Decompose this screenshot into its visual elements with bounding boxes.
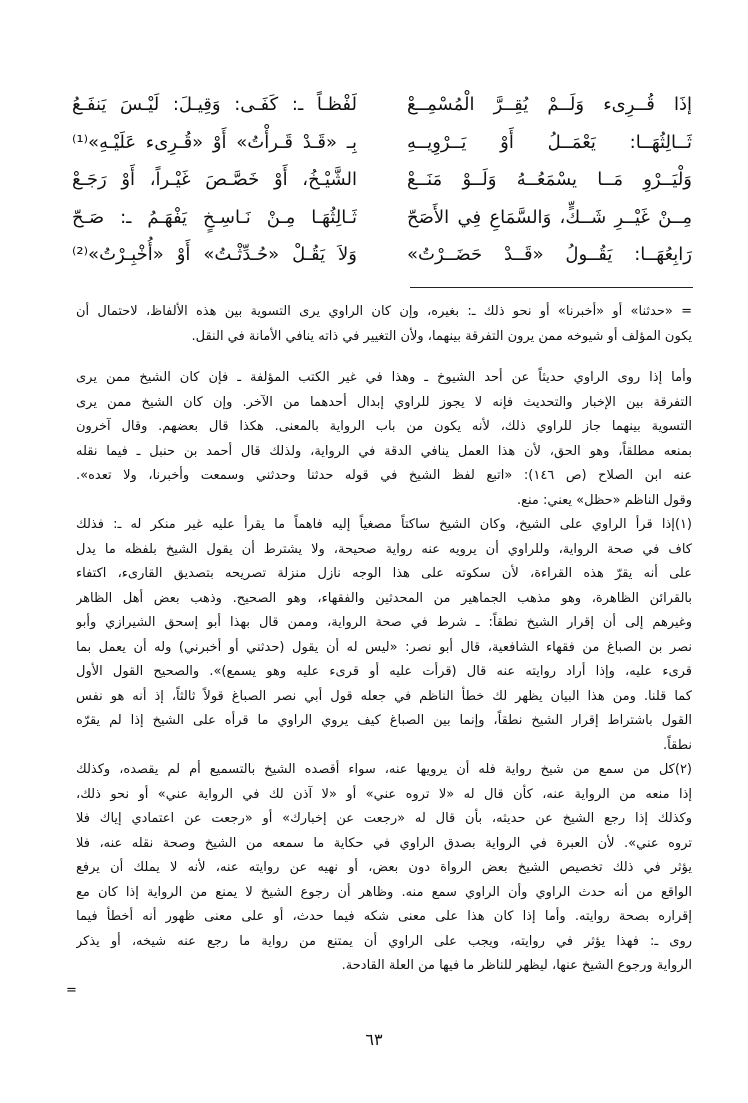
text-line: وكذلك إذا رجع الشيخ عن حديثه، بأن قال له «رجعت عن إخبارك» أو «رجعت عن اعتمادي إياك فلا [76,811,692,826]
continued-marker: = [66,983,77,998]
text-line: بالقرائن الظاهرة، وهو مذهب الجماهير من المحدثين والفقهاء، وهو الصحيح. وذهب بعض أهل الظاهر [76,590,692,606]
text-line: الواقع من أنه حدث الراوي وأن الراوي سمع منه. وظاهر أن رجوع الشيخ لا يمنع من الرواية إذا كان مع [76,884,692,900]
verse-line: ثَــالِثُهَــا: يَعْمَــلُ أَوْ يَــرْوِيــهِ [407,131,692,153]
text-line: وقول الناظم «حظل» يعني: منع. [516,492,692,508]
continued-footnote [76,300,692,349]
verse-column-right [407,86,692,274]
text-line: بمنعه مطلقاً، وهو الحق، لأن هذا العمل ينافي الدقة في الرواية، ولذلك قال أحمد بن حنبل ـ فيما نقله [76,443,692,459]
footnote-2 [76,758,692,979]
text-line: القول باشتراط إقرار الشيخ نطقاً، وإنما بين الصباغ كيف يروي الراوي ما قرأه على الشيخ إذا لم يقرّه [76,713,692,728]
poem-verses [72,86,692,281]
verse-line: رَابِعُهَــا: يَقُــولُ «قَــدْ حَضَــرْتُ» [407,244,692,265]
text-line: نطقاً. [663,737,692,753]
text-line: عنه ابن الصلاح (ص ١٤٦): «اتبع لفظ الشيخ في قوله حدثنا وحدثني وسمعت وأخبرنا، ولا تعده». [76,468,692,483]
text-line: يكون المؤلف أو شيوخه ممن يرون التفرقة بينهما، ولأن التغيير في ذاته ينافي الأمانة في النقل. [191,328,692,344]
verse-line: ثَـالِثُهَـا مِـنْ نَـاسِـخٍ يَفْهَـمُ ـ: صَـحّ [72,206,357,228]
text-line: الرواية ورجوع الشيخ عنها، ليظهر للناظر ما فيها من العلة القادحة. [341,958,692,973]
text-line: يؤثر في ذلك تخصيص الشيخ بعض الرواة دون بعض، أو نهيه عن روايته عنه، لأنه لا يملك أن يرفع [76,860,692,875]
text-line: إقراره بصحة روايته. وأما إذا كان هذا على معنى شكه فيما حدث، أو على معنى ظهور أنه أخطأ فيما [76,909,692,924]
verse-column-left [72,86,357,274]
text-line: (٢)كل من سمع من شيخ رواية فله أن يرويها عنه، سواء أقصده الشيخ بالتسميع أم لم يقصده، وكذلك [76,762,692,777]
verse-line: الشَّيْـخُ، أَوْ خَصَّـصَ غَيْـراً، أَوْ رَجَـعْ [72,169,357,190]
verse-line: إذَا قُــرِىء وَلَــمْ يُقِــرَّ الْمُسْمِــعْ [407,94,692,115]
text-line: كاف في صحة الرواية، وللراوي أن يرويه عنه رواية صحيحة، ولا يشترط أن يقول الشيخ بلفظه ما يدل [76,541,692,557]
text-line: = «حدثنا» أو «أخبرنا» أو نحو ذلك ـ: بغيره، وإن كان الراوي يرى التسوية بين هذه الألفاظ، لاحتمال أن [76,304,692,319]
verse-line: وَلْيَــرْوِ مَــا يسْمَعُــهُ وَلَــوْ مَنَــعْ [407,169,692,190]
text-line: إذا منعه من الرواية عنه، كأن قال له «لا تروه عني» أو «لا آذن لك في الرواية عني» أو نحو ذلك، [76,786,692,802]
text-line: وأما إذا روى الراوي حديثاً عن أحد الشيوخ ـ وهذا في غير الكتب المؤلفة ـ فإن كان الشيخ ممن يرى [76,370,692,385]
text-line: (١)إذا قرأ الراوي على الشيخ، وكان الشيخ ساكتاً مصغياً إليه فاهماً ما يقرأ عليه غير منكر له ـ: فذلك [76,517,692,532]
commentary-paragraph [76,366,692,513]
verse-line: بِـ «قَـدْ قَـرأْتُ» أَوْ «قُـرِىء عَلَيْـهِ»⁽¹⁾ [72,131,357,153]
verse-line: لَفْظـاً ـ: كَفَـى: وَقِيـلَ: لَيْـسَ يَنفَـعُ [72,94,357,115]
footnote-separator [410,287,693,288]
commentary-body [76,300,692,979]
footnote-1 [76,513,692,758]
text-line: التسوية بينهما جاز للراوي ذلك، لأنه يكون من باب الرواية بالمعنى. هكذا قال بعضهم. وقال آخرون [76,419,692,434]
text-line: قرىء عليه، وإذا أراد روايته عنه قال (قرأت عليه أو قرىء عليه وهو يسمع)». والصحيح القول الأول [76,664,692,679]
text-line: كما قلنا. ومن هذا البيان يظهر لك خطأ الناظم في جعله قول أبي نصر الصباغ قولاً ثالثاً، إذ أنه هو نفس [76,688,692,704]
page-number: ٦٣ [365,1030,383,1049]
text-line: روى ـ: فهذا يؤثر في روايته، ويجب على الراوي أن يمتنع من رواية ما رجع عنه شيخه، أو يذكر [76,933,692,949]
text-line: وغيرهم إلى أن إقرار الشيخ نطقاً: ـ شرط في صحة الرواية، وممن قال بهذا أبو إسحق الشيرازي وأبو [76,615,692,630]
text-line: نصر بن الصباغ من فقهاء الشافعية، قال أبو نصر: «ليس له أن يقول (حدثني أو أخبرني) وله أن يعمل بما [76,639,692,655]
text-line: التفرقة بين الإخبار والتحديث فإنه لا يجوز للراوي إبدال أحدهما من الآخر. وإن كان الشيخ ممن يرى [76,394,692,410]
text-line: على أنه يقرّ هذه القراءة، لأن سكوته على هذا الوجه نازل منزلة تصريحه بتصديق القارىء، اكتفاء [76,566,692,581]
verse-line: وَلاَ يَقُـلْ «حُـدِّثْـتُ» أَوْ «أُخْبِـرْتُ»⁽²⁾ [72,244,357,265]
text-line: تروه عني». لأن العبرة في الرواية بصدق الراوي في حكاية ما سمعه من الشيخ وصحة نقله عنه، فلا [76,835,692,851]
verse-line: مِــنْ غَيْــرِ شَــكٍّ، وَالسَّمَاعِ فِي الأَصَحّ [407,206,692,228]
